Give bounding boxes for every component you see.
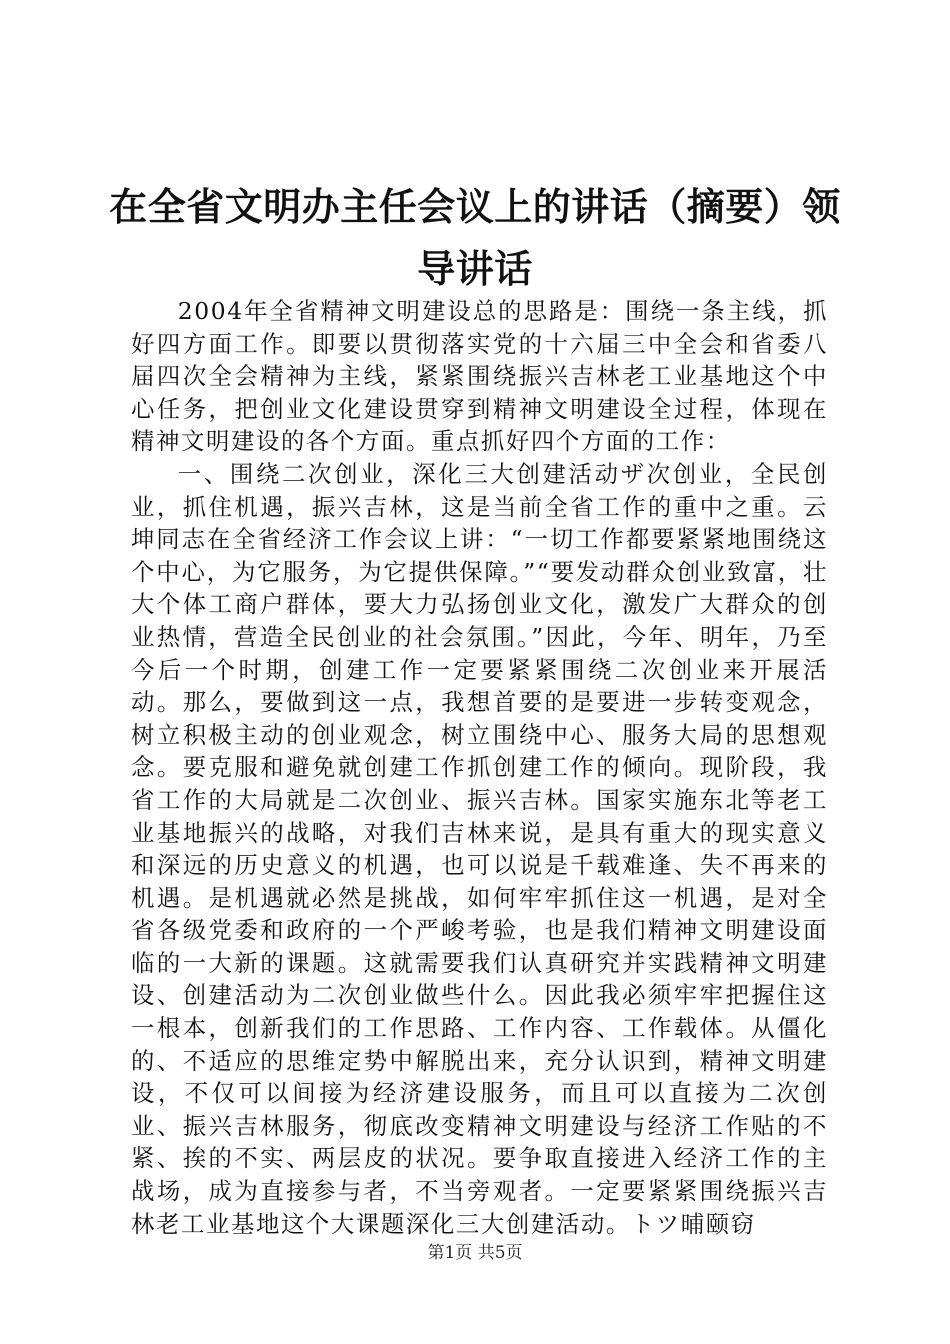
page-number-footer: 第1页 共5页 <box>427 1243 523 1263</box>
document-body <box>131 295 828 1240</box>
paragraph-section-one: 一、围绕二次创业，深化三大创建活动ザ次创业，全民创业，抓住机遇，振兴吉林，这是当前全省工作的重中之重。云坤同志在全省经济工作会议上讲：“一切工作都要紧紧地围绕这个中心，为它服务，为它提供保障。”“要发动群众创业致富，壮大个体工商户群体，要大力弘扬创业文化，激发广大群众的创业热情，营造全民创业的社会氛围。”因此，今年、明年，乃至今后一个时期，创建工作一定要紧紧围绕二次创业来开展活动。那么，要做到这一点，我想首要的是要进一步转变观念，树立积极主动的创业观念，树立围绕中心、服务大局的思想观念。要克服和避免就创建工作抓创建工作的倾向。现阶段，我省工作的大局就是二次创业、振兴吉林。国家实施东北等老工业基地振兴的战略，对我们吉林来说，是具有重大的现实意义和深远的历史意义的机遇，也可以说是千载难逢、失不再来的机遇。是机遇就必然是挑战，如何牢牢抓住这一机遇，是对全省各级党委和政府的一个严峻考验，也是我们精神文明建设面临的一大新的课题。这就需要我们认真研究并实践精神文明建设、创建活动为二次创业做些什么。因此我必须牢牢把握住这一根本，创新我们的工作思路、工作内容、工作载体。从僵化的、不适应的思维定势中解脱出来，充分认识到，精神文明建设，不仅可以间接为经济建设服务，而且可以直接为二次创业、振兴吉林服务，彻底改变精神文明建设与经济工作贴的不紧、挨的不实、两层皮的状况。要争取直接进入经济工作的主战场，成为直接参与者，不当旁观者。一定要紧紧围绕振兴吉林老工业基地这个大课题深化三大创建活动。トツ晡颐窃 <box>131 459 828 1238</box>
paragraph-intro: 2004年全省精神文明建设总的思路是：围绕一条主线，抓好四方面工作。即要以贯彻落实党的十六届三中全会和省委八届四次全会精神为主线，紧紧围绕振兴吉林老工业基地这个中心任务，把创业文化建设贯穿到精神文明建设全过程，体现在精神文明建设的各个方面。重点抓好四个方面的工作： <box>131 297 828 456</box>
document-title: 在全省文明办主任会议上的讲话（摘要）领导讲话 <box>109 184 841 291</box>
